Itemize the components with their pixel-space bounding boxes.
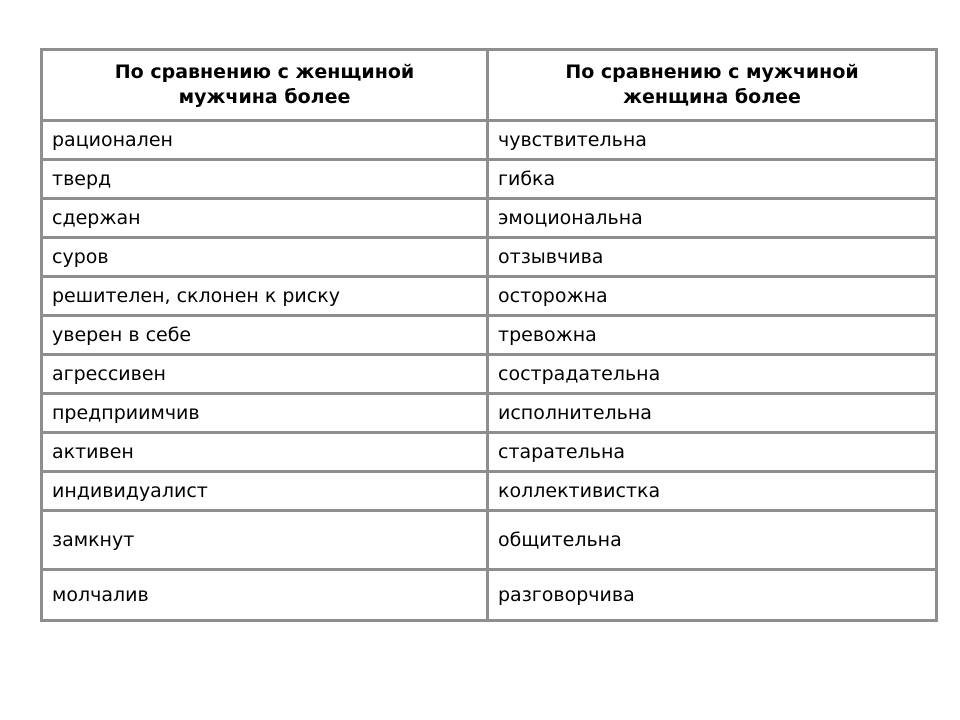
cell-woman: отзывчива [488, 238, 937, 277]
cell-man: суров [42, 238, 488, 277]
table-row [42, 316, 937, 355]
table-row [42, 394, 937, 433]
cell-man: индивидуалист [42, 472, 488, 511]
header-men-line2: мужчина более [178, 86, 351, 108]
cell-man: тверд [42, 160, 488, 199]
cell-woman: тревожна [488, 316, 937, 355]
cell-woman: сострадательна [488, 355, 937, 394]
cell-man: рационален [42, 121, 488, 160]
table-row [42, 570, 937, 621]
header-women-line1: По сравнению с мужчиной [565, 61, 859, 83]
table-row [42, 355, 937, 394]
header-men-line1: По сравнению с женщиной [114, 61, 415, 83]
header-men [42, 50, 488, 121]
cell-woman: исполнительна [488, 394, 937, 433]
table-row [42, 511, 937, 570]
cell-man: агрессивен [42, 355, 488, 394]
cell-woman: осторожна [488, 277, 937, 316]
cell-woman: старательна [488, 433, 937, 472]
table-row [42, 160, 937, 199]
table-row [42, 238, 937, 277]
cell-man: предприимчив [42, 394, 488, 433]
table-row [42, 472, 937, 511]
cell-woman: эмоциональна [488, 199, 937, 238]
table-row [42, 199, 937, 238]
cell-man: уверен в себе [42, 316, 488, 355]
cell-man: молчалив [42, 570, 488, 621]
cell-woman: коллективистка [488, 472, 937, 511]
header-women-line2: женщина более [623, 86, 801, 108]
cell-man: замкнут [42, 511, 488, 570]
table-header-row [42, 50, 937, 121]
table-row [42, 121, 937, 160]
cell-man: решителен, склонен к риску [42, 277, 488, 316]
header-women [488, 50, 937, 121]
cell-woman: чувствительна [488, 121, 937, 160]
cell-woman: гибка [488, 160, 937, 199]
cell-woman: общительна [488, 511, 937, 570]
comparison-table [40, 48, 938, 622]
cell-woman: разговорчива [488, 570, 937, 621]
cell-man: активен [42, 433, 488, 472]
table-row [42, 433, 937, 472]
table-row [42, 277, 937, 316]
cell-man: сдержан [42, 199, 488, 238]
